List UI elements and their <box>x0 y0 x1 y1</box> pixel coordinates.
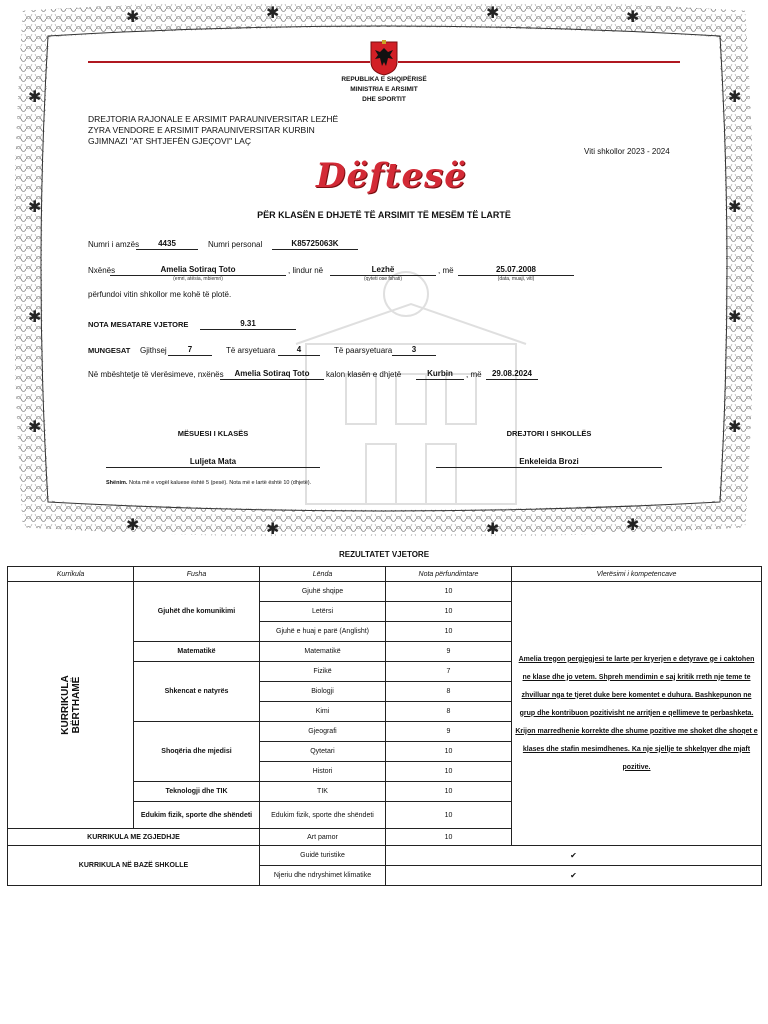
personal-underline <box>272 249 358 250</box>
unjustified-underline <box>392 355 436 356</box>
amzes-underline <box>136 249 198 250</box>
total-underline <box>168 355 212 356</box>
justified-value: 4 <box>296 345 302 354</box>
subject-name: Fizikë <box>260 662 386 682</box>
school-year: Viti shkollor 2023 - 2024 <box>584 147 670 156</box>
building-watermark <box>296 272 526 504</box>
amzes-label: Numri i amzës <box>88 240 140 249</box>
competence-comment: Amelia tregon pergjegjesi te larte per kryerjen e detyrave ge i caktohen ne klase dhe jo vetem. Shpreh mendimin e saj kritik rreth nje teme te zhvilluar nga te tjeret duke bere komentet e duhura. Bashkepunon ne grup dhe kontribuon pozitivisht ne arritjen e qellimeve te perbashketa. Krijon marredhenie korrekte dhe shume pozitive me shoket dhe shoqet e klases dhe stafin mesimdhenes. Ka nje sjellje te shkelqyer dhe mjaft pozitive. <box>512 582 762 846</box>
completed-text: përfundoi vitin shkollor me kohë të plotë. <box>88 290 232 299</box>
born-date: 25.07.2008 <box>495 265 537 274</box>
based-label: Në mbështetje të vlerësimeve, nxënës <box>88 370 224 379</box>
amzes-value: 4435 <box>158 239 176 248</box>
optional-curriculum-label: KURRIKULA ME ZGJEDHJE <box>8 829 260 846</box>
ministry-line: MINISTRIA E ARSIMIT <box>350 86 418 93</box>
svg-text:✱: ✱ <box>126 9 140 26</box>
student-name: Amelia Sotiraq Toto <box>160 265 236 274</box>
certificate <box>6 4 762 536</box>
republic-line: REPUBLIKA E SHQIPËRISË <box>341 76 427 83</box>
svg-text:✱: ✱ <box>266 5 280 22</box>
table-row <box>8 582 762 602</box>
born-place: Lezhë <box>371 265 395 274</box>
field-tech: Teknologji dhe TIK <box>134 782 260 802</box>
subject-grade: 9 <box>386 642 512 662</box>
teacher-name: Luljeta Mata <box>189 457 237 466</box>
total-label: Gjithsej <box>140 346 167 355</box>
svg-text:✱: ✱ <box>28 309 42 326</box>
subject-name: Art pamor <box>260 829 386 846</box>
school-line: GJIMNAZI "AT SHTJEFËN GJEÇOVI" LAÇ <box>88 136 251 146</box>
school-based-curriculum-label: KURRIKULA NË BAZË SHKOLLE <box>8 846 260 886</box>
svg-text:✱: ✱ <box>728 89 742 106</box>
subject-name: Gjuhë e huaj e parë (Anglisht) <box>260 622 386 642</box>
svg-text:✱: ✱ <box>728 419 742 436</box>
unjustified-label: Të paarsyetuara <box>334 346 393 355</box>
pass-label: kalon klasën e dhjetë <box>326 370 402 379</box>
svg-text:✱: ✱ <box>486 521 500 536</box>
subject-grade: 7 <box>386 662 512 682</box>
born-date-label: , më <box>438 266 454 275</box>
total-value: 7 <box>187 345 193 354</box>
subject-name: Histori <box>260 762 386 782</box>
albania-emblem-icon <box>369 40 399 76</box>
subject-name: Njeriu dhe ndryshimet klimatike <box>260 866 386 886</box>
name-hint: (emri, atësia, mbiemri) <box>173 276 223 282</box>
subject-name: Qytetari <box>260 742 386 762</box>
subject-name: Gjuhë shqipe <box>260 582 386 602</box>
pass-date: 29.08.2024 <box>491 369 533 378</box>
subject-grade: 10 <box>386 782 512 802</box>
subject-name: TIK <box>260 782 386 802</box>
date-hint: (data, muaji, viti) <box>497 276 535 282</box>
average-value: 9.31 <box>240 319 256 328</box>
institution-block <box>88 114 338 147</box>
header-rule-left <box>88 61 370 63</box>
document-title: Dëftesë <box>316 156 467 196</box>
directorate-line: DREJTORIA RAJONALE E ARSIMIT PARAUNIVERSITAR LEZHË <box>88 114 339 124</box>
field-society: Shoqëria dhe mjedisi <box>134 722 260 782</box>
checkmark-icon: ✔ <box>386 866 762 886</box>
svg-text:✱: ✱ <box>28 199 42 216</box>
col-header-field: Fusha <box>134 567 260 582</box>
svg-text:✱: ✱ <box>28 419 42 436</box>
dept-line: DHE SPORTIT <box>362 96 406 103</box>
director-name: Enkeleida Brozi <box>519 457 579 466</box>
pass-date-label: , më <box>466 370 482 379</box>
place-hint: (qyteti ose fshati) <box>363 276 403 282</box>
field-science: Shkencat e natyrës <box>134 662 260 722</box>
subject-name: Letërsi <box>260 602 386 622</box>
svg-text:✱: ✱ <box>28 89 42 106</box>
svg-text:✱: ✱ <box>728 199 742 216</box>
subject-grade: 9 <box>386 722 512 742</box>
note-text: Nota më e vogël kaluese është 5 (pesë). Nota më e lartë është 10 (dhjetë). <box>128 480 312 486</box>
subject-grade: 10 <box>386 762 512 782</box>
svg-text:✱: ✱ <box>626 9 640 26</box>
results-table <box>7 566 762 886</box>
col-header-subject: Lënda <box>260 567 386 582</box>
document-subtitle: PËR KLASËN E DHJETË TË ARSIMIT TË MESËM TË LARTË <box>257 210 511 220</box>
core-curriculum-cell <box>8 582 134 829</box>
subject-name: Guidë turistike <box>260 846 386 866</box>
col-header-curriculum: Kurrikula <box>8 567 134 582</box>
col-header-competence: Vlerësimi i kompetencave <box>512 567 762 582</box>
header-rule-right <box>398 61 680 63</box>
director-signature-line <box>436 467 662 468</box>
student-label: Nxënës <box>88 266 116 275</box>
svg-text:✱: ✱ <box>626 517 640 534</box>
checkmark-icon: ✔ <box>386 846 762 866</box>
ministry-block <box>284 75 484 105</box>
results-title: REZULTATET VJETORE <box>338 550 430 559</box>
subject-name: Biologji <box>260 682 386 702</box>
subject-grade: 8 <box>386 682 512 702</box>
subject-name: Kimi <box>260 702 386 722</box>
field-languages: Gjuhët dhe komunikimi <box>134 582 260 642</box>
note <box>106 480 311 486</box>
col-header-grade: Nota përfundimtare <box>386 567 512 582</box>
subject-grade: 10 <box>386 622 512 642</box>
subject-grade: 10 <box>386 802 512 829</box>
teacher-signature-line <box>106 467 320 468</box>
note-label: Shënim. <box>106 480 128 486</box>
based-name-underline <box>220 379 324 380</box>
pass-place: Kurbin <box>427 369 453 378</box>
average-label: NOTA MESATARE VJETORE <box>88 320 189 329</box>
subject-grade: 8 <box>386 702 512 722</box>
pass-date-underline <box>486 379 538 380</box>
subject-name: Gjeografi <box>260 722 386 742</box>
field-math: Matematikë <box>134 642 260 662</box>
based-name: Amelia Sotiraq Toto <box>234 369 310 378</box>
field-pe: Edukim fizik, sporte dhe shëndeti <box>134 802 260 829</box>
director-label: DREJTORI I SHKOLLËS <box>506 429 592 438</box>
subject-name: Matematikë <box>260 642 386 662</box>
personal-value: K85725063K <box>291 239 339 248</box>
subject-grade: 10 <box>386 829 512 846</box>
svg-text:✱: ✱ <box>266 521 280 536</box>
office-line: ZYRA VENDORE E ARSIMIT PARAUNIVERSITAR KURBIN <box>88 125 315 135</box>
justified-underline <box>278 355 320 356</box>
subject-grade: 10 <box>386 742 512 762</box>
unjustified-value: 3 <box>411 345 417 354</box>
subject-grade: 10 <box>386 602 512 622</box>
svg-text:✱: ✱ <box>126 517 140 534</box>
born-label: , lindur në <box>288 266 324 275</box>
core-curriculum-label: KURRIKULA BËRTHAMË <box>59 675 82 735</box>
svg-text:✱: ✱ <box>486 5 500 22</box>
subject-grade: 10 <box>386 582 512 602</box>
absences-label: MUNGESAT <box>88 346 131 355</box>
subject-name: Edukim fizik, sporte dhe shëndeti <box>260 802 386 829</box>
pass-place-underline <box>416 379 464 380</box>
average-underline <box>200 329 296 330</box>
personal-label: Numri personal <box>208 240 263 249</box>
justified-label: Të arsyetuara <box>226 346 276 355</box>
svg-text:✱: ✱ <box>728 309 742 326</box>
teacher-label: MËSUESI I KLASËS <box>177 429 249 438</box>
table-row <box>8 846 762 866</box>
table-header-row <box>8 567 762 582</box>
